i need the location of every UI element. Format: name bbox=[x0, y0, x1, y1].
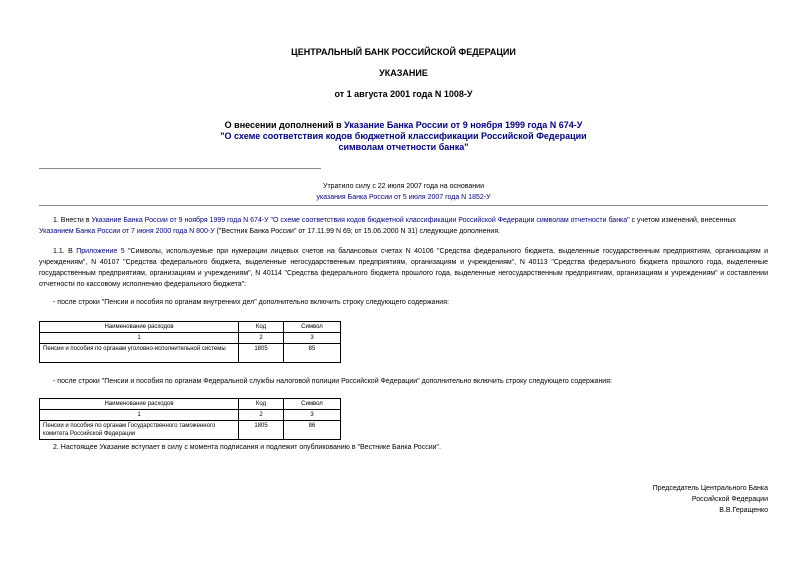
item-2: - после строки "Пенсии и пособия по органам Федеральной службы налоговой полиции Российской Федерации" дополнительно включить строку следующего содержания: bbox=[53, 378, 612, 385]
divider bbox=[39, 168, 321, 169]
expense-code: 1805 bbox=[239, 421, 284, 440]
paragraph-1-text: с учетом изменений, внесенных bbox=[629, 217, 736, 224]
title-line-2[interactable]: "О схеме соответствия кодов бюджетной классификации Российской Федерации bbox=[220, 131, 587, 141]
paragraph-1-text: 1. Внести в bbox=[53, 217, 92, 224]
expense-symbol: 85 bbox=[284, 344, 341, 363]
divider bbox=[39, 205, 768, 206]
column-number: 3 bbox=[284, 333, 341, 344]
header-name: Наименование расходов bbox=[40, 399, 239, 410]
title-line-3[interactable]: символам отчетности банка" bbox=[338, 142, 469, 152]
header-name: Наименование расходов bbox=[40, 322, 239, 333]
table-header-row bbox=[40, 399, 341, 410]
expense-name: Пенсии и пособия по органам Государственного таможенного комитета Российской Федерации bbox=[40, 421, 239, 440]
paragraph-2: 2. Настоящее Указание вступает в силу с момента подписания и подлежит опубликованию в "Вестнике Банка России". bbox=[53, 444, 441, 451]
status-link[interactable]: указания Банка России от 5 июля 2007 года N 1852-У bbox=[316, 194, 491, 201]
paragraph-1-1-text: "Символы, используемые при нумерации лицевых счетов на балансовых счетах N 40106 "Средства федерального бюджета, выделенные государственным предприятиям, организациям и учреждениям", N 40107 "Средства федерального бюджета, выделенные негосударственным предприятиям, организациям и учреждениям", N 40113 "Средства федерального бюджета прошлого года, выделенные государственным предприятиям, организациям и учреждениям", N 40114 "Средства федерального бюджета прошлого года, выделенные негосударственным предприятиям, организациям и учреждениям" и составлении отчетности по кассовому исполнению федерального бюджета": bbox=[39, 248, 768, 288]
table-number-row bbox=[40, 410, 341, 421]
header-symbol: Символ bbox=[284, 322, 341, 333]
status-note bbox=[0, 181, 807, 203]
title-prefix: О внесении дополнений в bbox=[224, 120, 345, 130]
table-header-row bbox=[40, 322, 341, 333]
signature-block bbox=[568, 483, 768, 516]
header-code: Код bbox=[239, 399, 284, 410]
expense-symbol: 86 bbox=[284, 421, 341, 440]
document-title bbox=[0, 120, 807, 153]
column-number: 1 bbox=[40, 410, 239, 421]
header-symbol: Символ bbox=[284, 399, 341, 410]
expense-code: 1805 bbox=[239, 344, 284, 363]
column-number: 1 bbox=[40, 333, 239, 344]
status-text: Утратило силу с 22 июля 2007 года на основании bbox=[323, 183, 484, 190]
organization-name: ЦЕНТРАЛЬНЫЙ БАНК РОССИЙСКОЙ ФЕДЕРАЦИИ bbox=[291, 47, 516, 57]
document-date: от 1 августа 2001 года N 1008-У bbox=[334, 89, 473, 99]
table-row bbox=[40, 344, 341, 363]
paragraph-1-1-text: 1.1. В bbox=[53, 248, 77, 255]
signature-name: В.В.Геращенко bbox=[719, 507, 768, 514]
table-1 bbox=[39, 321, 341, 363]
paragraph-1 bbox=[39, 215, 768, 237]
item-1: - после строки "Пенсии и пособия по органам внутренних дел" дополнительно включить строку следующего содержания: bbox=[53, 299, 449, 306]
column-number: 2 bbox=[239, 410, 284, 421]
signature-country: Российской Федерации bbox=[691, 496, 768, 503]
title-link[interactable]: Указание Банка России от 9 ноября 1999 года N 674-У bbox=[344, 120, 583, 130]
paragraph-1-link-1[interactable]: Указание Банка России от 9 ноября 1999 года N 674-У "О схеме соответствия кодов бюджетной классификации Российской Федерации символам отчетности банка" bbox=[91, 217, 630, 224]
paragraph-1-text: ("Вестник Банка России" от 17.11.99 N 69; от 15.06.2000 N 31) следующие дополнения. bbox=[214, 228, 501, 235]
appendix-5-link[interactable]: Приложение 5 bbox=[76, 248, 125, 255]
signature-title: Председатель Центрального Банка bbox=[652, 485, 768, 492]
column-number: 2 bbox=[239, 333, 284, 344]
table-2 bbox=[39, 398, 341, 440]
header-code: Код bbox=[239, 322, 284, 333]
document-type: УКАЗАНИЕ bbox=[379, 68, 428, 78]
expense-name: Пенсии и пособия по органам уголовно-исполнительной системы bbox=[40, 344, 239, 363]
paragraph-1-1 bbox=[39, 246, 768, 290]
column-number: 3 bbox=[284, 410, 341, 421]
table-number-row bbox=[40, 333, 341, 344]
paragraph-1-link-2[interactable]: Указанием Банка России от 7 июня 2000 года N 800-У bbox=[39, 228, 215, 235]
table-row bbox=[40, 421, 341, 440]
